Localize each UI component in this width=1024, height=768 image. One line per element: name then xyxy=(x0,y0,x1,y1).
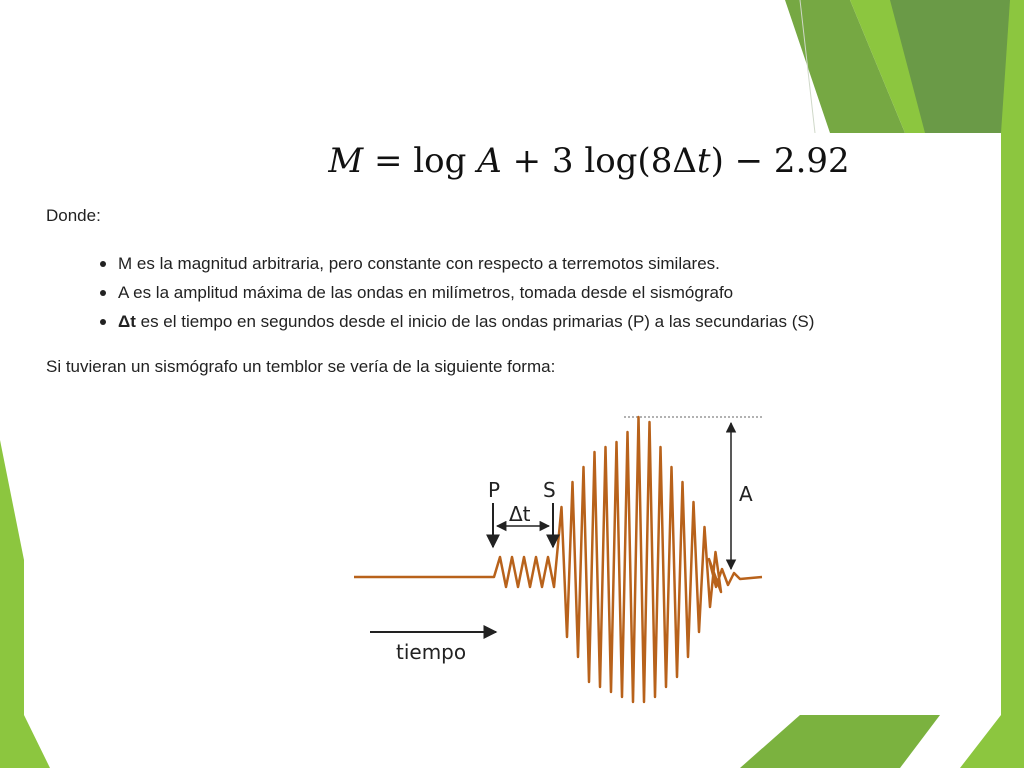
formula-tail: ) − 2.92 xyxy=(710,141,850,181)
bullet-text: es la magnitud arbitraria, pero constante con respecto a terremotos similares. xyxy=(132,254,720,273)
formula-a: A xyxy=(477,141,502,181)
p-wave-label: P xyxy=(488,478,501,502)
delta-t-label: Δt xyxy=(509,502,531,526)
green-stripe-bottom xyxy=(740,715,940,768)
formula-t: t xyxy=(696,141,711,181)
time-label: tiempo xyxy=(396,640,467,664)
bullet-term: A xyxy=(118,283,129,302)
seismogram-diagram xyxy=(24,133,1001,715)
formula-log: = log xyxy=(363,141,478,181)
bullet-term: Δt xyxy=(118,312,136,331)
bullet-text: es la amplitud máxima de las ondas en milímetros, tomada desde el sismógrafo xyxy=(128,283,734,302)
bullet-term: M xyxy=(118,254,133,273)
s-wave-label: S xyxy=(543,478,556,502)
amplitude-label: A xyxy=(739,482,753,506)
formula-mid: + 3 log(8Δ xyxy=(501,141,697,181)
donde-label: Donde: xyxy=(46,206,101,225)
content-card xyxy=(24,133,1001,715)
bullet-text: es el tiempo en segundos desde el inicio de las ondas primarias (P) a las secundarias (S) xyxy=(135,312,815,331)
intro-sentence: Si tuvieran un sismógrafo un temblor se vería de la siguiente forma: xyxy=(46,357,556,376)
formula-m: M xyxy=(328,141,364,181)
